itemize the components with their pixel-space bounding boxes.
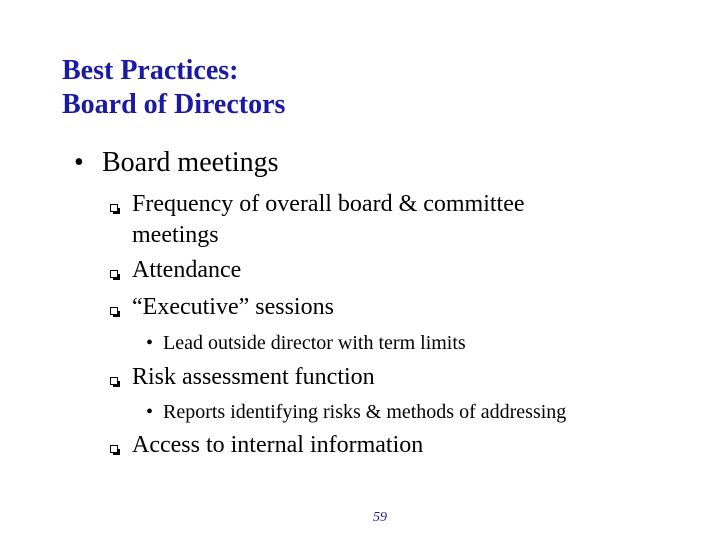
square-bullet-icon: [110, 377, 118, 385]
bullet-icon: •: [74, 147, 84, 178]
square-bullet-icon: [110, 270, 118, 278]
main-bullet-text: Board meetings: [102, 147, 279, 178]
title-line-1: Best Practices:: [62, 55, 239, 86]
sub-item-text: Frequency of overall board & committee meetings: [132, 191, 525, 248]
bullet-icon: •: [146, 332, 154, 354]
square-bullet-icon: [110, 204, 118, 212]
sub-sub-item-text: Lead outside director with term limits: [163, 332, 466, 354]
sub-sub-item-text: Reports identifying risks & methods of addressing: [163, 401, 567, 423]
square-bullet-icon: [110, 307, 118, 315]
page-number: 59: [373, 510, 387, 525]
square-bullet-icon: [110, 445, 118, 453]
bullet-icon: •: [146, 401, 154, 423]
sub-item-text: Attendance: [132, 257, 242, 283]
sub-item-text: Access to internal information: [132, 432, 424, 458]
slide-title: [62, 54, 285, 122]
sub-item-text: Risk assessment function: [132, 364, 375, 390]
sub-item-text: “Executive” sessions: [132, 294, 334, 320]
title-line-2: Board of Directors: [62, 89, 286, 120]
